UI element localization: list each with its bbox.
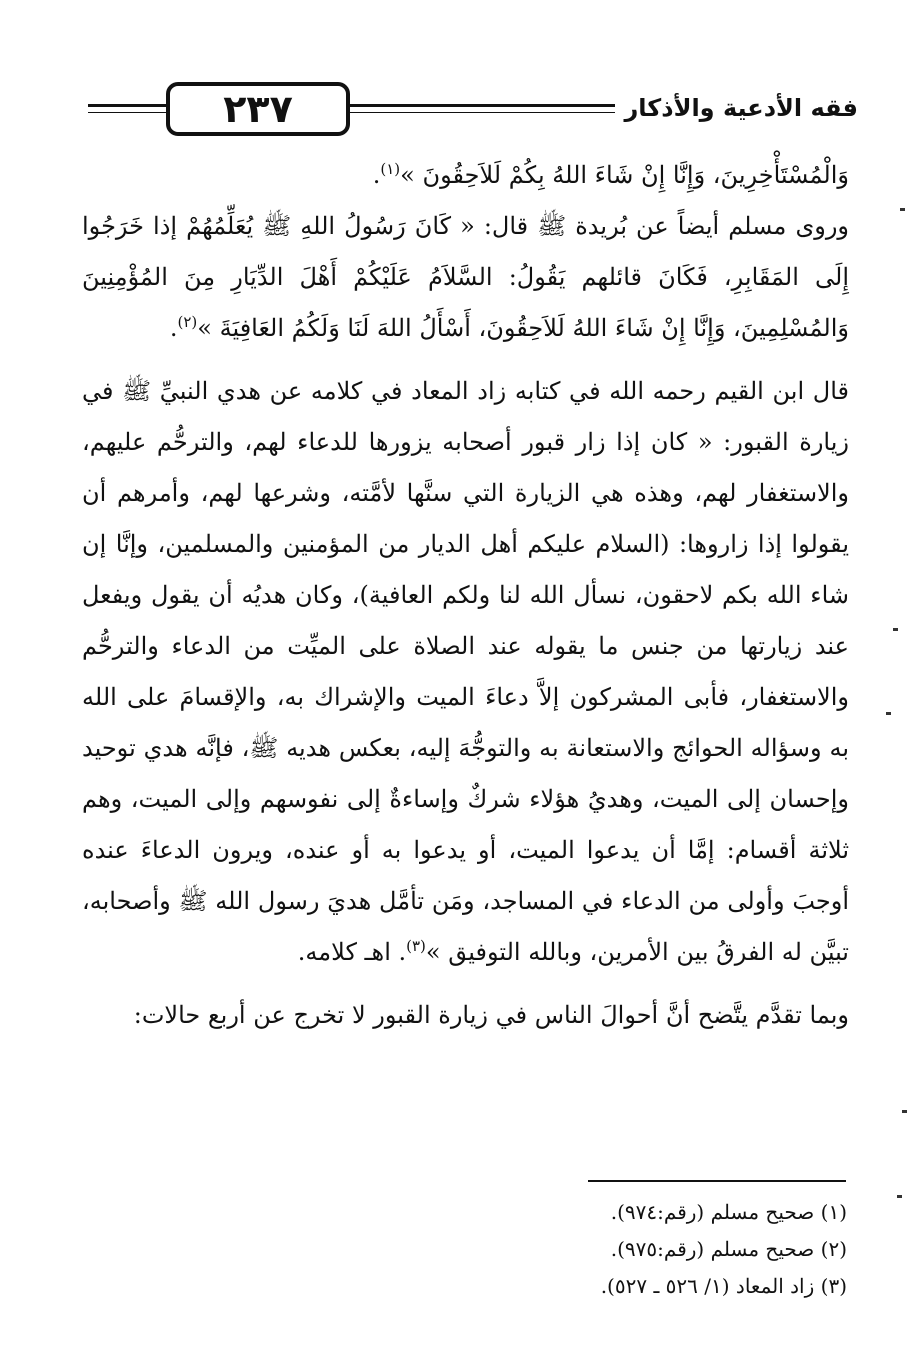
paragraph-tail: .	[169, 314, 178, 342]
paragraph-tail: .	[372, 161, 381, 189]
paragraph-tail: . اهـ كلامه.	[297, 938, 407, 966]
footnote-ref: (٢)	[177, 313, 198, 331]
paragraph-text: وبما تقدَّم يتَّضح أنَّ أحوالَ الناس في زيارة القبور لا تخرج عن أربع حالات:	[133, 1001, 849, 1029]
footnote-ref: (٣)	[406, 937, 426, 955]
paragraph-text: قال ابن القيم رحمه الله في كتابه زاد المعاد في كلامه عن هدي النبيِّ ﷺ في زيارة القبور: « كان إذا زار قبور أصحابه يزورها للدعاء لهم، والترحُّم عليهم، والاستغفار لهم، وهذه هي الزيارة التي سنَّها لأمَّته، وشرعها لهم، وأمرهم أن يقولوا إذا زاروها: (السلام عليكم أهل الديار من المؤمنين والمسلمين، وإنَّا إن شاء الله بكم لاحقون، نسأل الله لنا ولكم العافية)، وكان هديُه أن يقول ويفعل عند زيارتها من جنس ما يقوله عند الصلاة على الميِّت من الدعاء والترحُّم والاستغفار، فأبى المشركون إلاَّ دعاءَ الميت والإشراك به، والإقسامَ على الله به وسؤاله الحوائج والاستعانة به والتوجُّهَ إليه، بعكس هديه ﷺ، فإنَّه هدي توحيد وإحسان إلى الميت، وهديُ هؤلاء شركٌ وإساءةٌ إلى نفوسهم وإلى الميت، وهم ثلاثة أقسام: إمَّا أن يدعوا الميت، أو يدعوا به أو عنده، ويرون الدعاءَ عنده أوجبَ وأولى من الدعاء في المساجد، ومَن تأمَّل هديَ رسول الله ﷺ وأصحابه، تبيَّن له الفرقُ بين الأمرين، وبالله التوفيق »	[82, 377, 849, 966]
footnote-separator	[588, 1180, 846, 1182]
scan-mark	[900, 208, 905, 211]
footnote-3: (٣) زاد المعاد (١/ ٥٢٦ ـ ٥٢٧).	[600, 1274, 847, 1298]
paragraph-text: وَالْمُسْتَأْخِرِينَ، وَإِنَّا إِنْ شَاءَ اللهُ بِكُمْ لَلاَحِقُونَ »	[400, 161, 849, 189]
header-rule-right-thin	[350, 112, 615, 113]
footnote-2: (٢) صحيح مسلم (رقم:٩٧٥).	[610, 1237, 847, 1261]
footnote-ref: (١)	[380, 160, 401, 178]
footnotes	[347, 1194, 847, 1305]
header-rule-right	[350, 104, 615, 107]
paragraph-1	[82, 150, 849, 201]
scan-mark	[893, 628, 898, 631]
body-text	[82, 150, 849, 1041]
paragraph-4	[82, 990, 849, 1041]
scan-mark	[897, 1195, 902, 1198]
footnote-1: (١) صحيح مسلم (رقم:٩٧٤).	[610, 1200, 847, 1224]
scan-mark	[902, 1110, 907, 1113]
page-number: ٢٣٧	[166, 82, 350, 136]
header-rule-left	[88, 104, 168, 107]
page-header	[88, 82, 858, 142]
header-rule-left-thin	[88, 112, 168, 113]
scan-mark	[886, 712, 891, 715]
paragraph-text: وروى مسلم أيضاً عن بُريدة ﷺ قال: « كَانَ رَسُولُ اللهِ ﷺ يُعَلِّمُهُمْ إذا خَرَجُوا إِلَى المَقَابِرِ، فَكَانَ قائلهم يَقُولُ: السَّلاَمُ عَلَيْكُمْ أَهْلَ الدِّيَارِ مِنَ المُؤْمِنِينَ وَالمُسْلِمِينَ، وَإِنَّا إِنْ شَاءَ اللهُ لَلاَحِقُونَ، أَسْأَلُ اللهَ لَنَا وَلَكُمُ العَافِيَةَ »	[82, 212, 849, 342]
paragraph-3	[82, 366, 849, 978]
paragraph-2	[82, 201, 849, 354]
book-title: فقه الأدعية والأذكار	[624, 94, 858, 122]
